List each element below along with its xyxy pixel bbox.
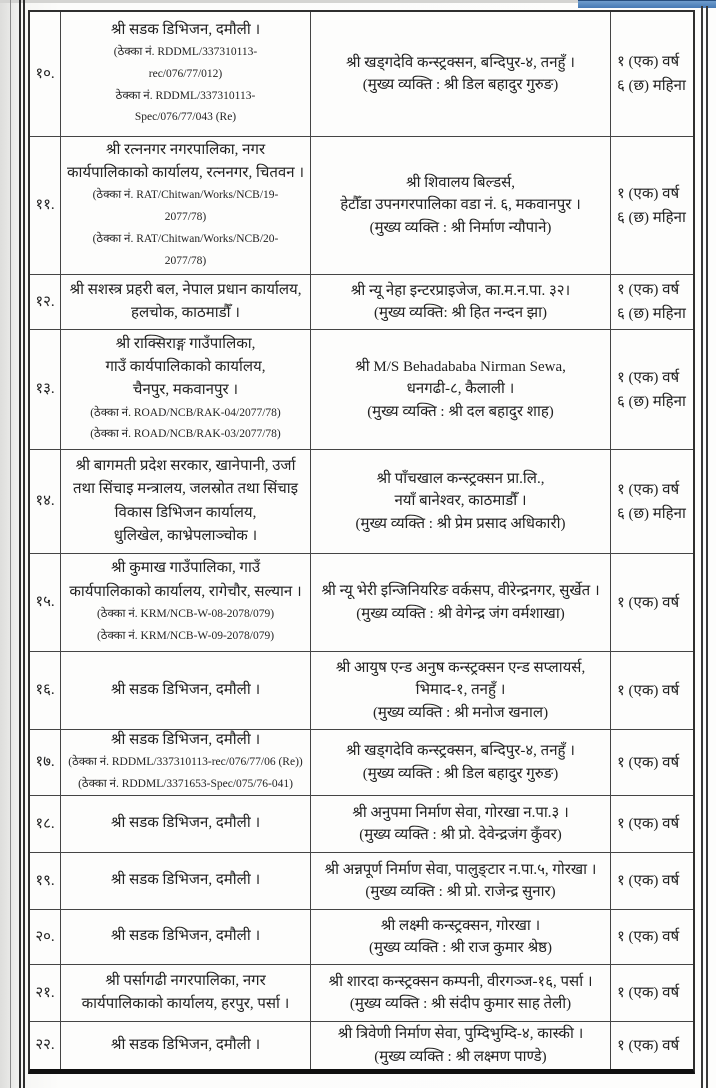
office-cell: श्री सडक डिभिजन, दमौली । — [60, 796, 310, 852]
page-border-left-double-1 — [19, 0, 21, 1088]
duration-cell: १ (एक) वर्ष — [610, 853, 693, 909]
contractor-cell: श्री त्रिवेणी निर्माण सेवा, पुम्दिभुम्दि-४, कास्की । (मुख्य व्यक्ति : श्री लक्ष्मण पाण्डे) — [310, 1022, 610, 1069]
serial-cell: १०. — [35, 65, 55, 82]
office-cell: श्री बागमती प्रदेश सरकार, खानेपानी, उर्जा तथा सिंचाइ मन्त्रालय, जलस्रोत तथा सिंचाइ विकास डिभिजन कार्यालय, धुलिखेल, काभ्रेपलाञ्चोक । — [60, 450, 310, 553]
office-cell: श्री सडक डिभिजन, दमौली । — [60, 910, 310, 964]
duration-cell: १ (एक) वर्ष — [610, 965, 693, 1021]
duration-cell: १ (एक) वर्ष — [610, 730, 693, 795]
duration-cell: १ (एक) वर्ष — [610, 652, 693, 729]
office-cell: श्री सडक डिभिजन, दमौली । — [60, 853, 310, 909]
duration-cell: १ (एक) वर्ष — [610, 1022, 693, 1069]
duration-cell: १ (एक) वर्ष ६ (छ) महिना — [610, 330, 693, 449]
contractor-cell: श्री आयुष एन्ड अनुष कन्स्ट्रक्सन एन्ड सप्लायर्स, भिमाद-१, तनहुँ । (मुख्य व्यक्ति : श्री मनोज खनाल) — [310, 652, 610, 729]
table-row — [30, 274, 693, 329]
serial-cell: १७. — [35, 754, 55, 771]
table-row — [30, 136, 693, 274]
table-row — [30, 1021, 693, 1069]
serial-cell: १८. — [35, 815, 55, 832]
duration-cell: १ (एक) वर्ष ६ (छ) महिना — [610, 450, 693, 553]
table-row — [30, 12, 693, 136]
page-border-left-double-2 — [23, 0, 25, 1088]
table-row — [30, 909, 693, 964]
serial-cell: २१. — [35, 984, 55, 1001]
serial-cell: १९. — [35, 872, 55, 889]
office-cell: श्री रत्ननगर नगरपालिका, नगर कार्यपालिकाको कार्यालय, रत्ननगर, चितवन । (ठेक्का नं. RAT/Chitwan/Works/NCB/19- 2077/78) (ठेक्का नं. RAT/Chitwan/Works/NCB/20- 2077/78) — [60, 137, 310, 274]
contractor-cell: श्री न्यू भेरी इन्जिनियरिङ वर्कसप, वीरेन्द्रनगर, सुर्खेत । (मुख्य व्यक्ति : श्री वेगेन्द्र जंग वर्मशाखा) — [310, 554, 610, 651]
duration-cell: १ (एक) वर्ष ६ (छ) महिना — [610, 275, 693, 329]
duration-cell: १ (एक) वर्ष ६ (छ) महिना — [610, 12, 693, 136]
serial-cell: १२. — [35, 293, 55, 310]
office-cell: श्री सडक डिभिजन, दमौली । — [60, 652, 310, 729]
contractor-cell: श्री शारदा कन्स्ट्रक्सन कम्पनी, वीरगञ्ज-१६, पर्सा । (मुख्य व्यक्ति : श्री संदीप कुमार साह तेली) — [310, 965, 610, 1021]
duration-cell: १ (एक) वर्ष — [610, 554, 693, 651]
contractor-cell: श्री खड्गदेवि कन्स्ट्रक्सन, बन्दिपुर-४, तनहुँ । (मुख्य व्यक्ति : श्री डिल बहादुर गुरुङ) — [310, 12, 610, 136]
table-row — [30, 964, 693, 1021]
duration-cell: १ (एक) वर्ष — [610, 796, 693, 852]
table-row — [30, 852, 693, 909]
serial-cell: १५. — [35, 594, 55, 611]
serial-cell: २२. — [35, 1037, 55, 1054]
serial-cell: १६. — [35, 682, 55, 699]
office-cell: श्री सडक डिभिजन, दमौली । (ठेक्का नं. RDDML/337310113-rec/076/77/06 (Re)) (ठेक्का नं. RDDML/3371653-Spec/075/76-041) — [60, 730, 310, 795]
office-cell: श्री पर्सागढी नगरपालिका, नगर कार्यपालिकाको कार्यालय, हरपुर, पर्सा । — [60, 965, 310, 1021]
table-row — [30, 651, 693, 729]
serial-cell: १४. — [35, 493, 55, 510]
duration-cell: १ (एक) वर्ष ६ (छ) महिना — [610, 137, 693, 274]
contractor-cell: श्री शिवालय बिल्डर्स, हेटौँडा उपनगरपालिका वडा नं. ६, मकवानपुर । (मुख्य व्यक्ति : श्री निर्माण न्यौपाने) — [310, 137, 610, 274]
contracts-table — [28, 10, 695, 1074]
contractor-cell: श्री लक्ष्मी कन्स्ट्रक्सन, गोरखा । (मुख्य व्यक्ति : श्री राज कुमार श्रेष्ठ) — [310, 910, 610, 964]
office-cell: श्री सडक डिभिजन, दमौली । — [60, 1022, 310, 1069]
office-cell: श्री सशस्त्र प्रहरी बल, नेपाल प्रधान कार्यालय, हलचोक, काठमाडौँ । — [60, 275, 310, 329]
table-row — [30, 553, 693, 651]
page-border-left-outer — [10, 0, 11, 1088]
office-cell: श्री राक्सिराङ्ग गाउँपालिका, गाउँ कार्यपालिकाको कार्यालय, चैनपुर, मकवानपुर । (ठेक्का नं. ROAD/NCB/RAK-04/2077/78) (ठेक्का नं. ROAD/NCB/RAK-03/2077/78) — [60, 330, 310, 449]
duration-cell: १ (एक) वर्ष — [610, 910, 693, 964]
serial-cell: ११. — [35, 197, 55, 214]
table-row — [30, 329, 693, 449]
table-row — [30, 795, 693, 852]
contractor-cell: श्री अन्नपूर्ण निर्माण सेवा, पालुङ्टार न.पा.५, गोरखा । (मुख्य व्यक्ति : श्री प्रो. राजेन्द्र सुनार) — [310, 853, 610, 909]
contractor-cell: श्री न्यू नेहा इन्टरप्राइजेज, का.म.न.पा. ३२। (मुख्य व्यक्ति: श्री हित नन्दन झा) — [310, 275, 610, 329]
serial-cell: २०. — [35, 928, 55, 945]
contractor-cell: श्री M/S Behadababa Nirman Sewa, धनगढी-८, कैलाली । (मुख्य व्यक्ति : श्री दल बहादुर शाह) — [310, 330, 610, 449]
serial-cell: १३. — [35, 381, 55, 398]
contractor-cell: श्री खड्गदेवि कन्स्ट्रक्सन, बन्दिपुर-४, तनहुँ । (मुख्य व्यक्ति : श्री डिल बहादुर गुरुङ) — [310, 730, 610, 795]
page-border-right-double-2 — [706, 6, 708, 1088]
table-row — [30, 449, 693, 553]
contractor-cell: श्री अनुपमा निर्माण सेवा, गोरखा न.पा.३ । (मुख्य व्यक्ति : श्री प्रो. देवेन्द्रजंग कुँवर) — [310, 796, 610, 852]
page-top-edge — [0, 0, 578, 3]
table-row — [30, 729, 693, 795]
office-cell: श्री कुमाख गाउँपालिका, गाउँ कार्यपालिकाको कार्यालय, रागेचौर, सल्यान । (ठेक्का नं. KRM/NCB-W-08-2078/079) (ठेक्का नं. KRM/NCB-W-09-2078/079) — [60, 554, 310, 651]
office-cell: श्री सडक डिभिजन, दमौली । (ठेक्का नं. RDDML/337310113- rec/076/77/012) ठेक्का नं. RDDML/337310113- Spec/076/77/043 (Re) — [60, 12, 310, 136]
contractor-cell: श्री पाँचखाल कन्स्ट्रक्सन प्रा.लि., नयाँ बानेश्वर, काठमाडौँ । (मुख्य व्यक्ति : श्री प्रेम प्रसाद अधिकारी) — [310, 450, 610, 553]
page-border-right-double-1 — [701, 6, 703, 1088]
horizontal-scrollbar-thumb[interactable] — [578, 0, 716, 8]
